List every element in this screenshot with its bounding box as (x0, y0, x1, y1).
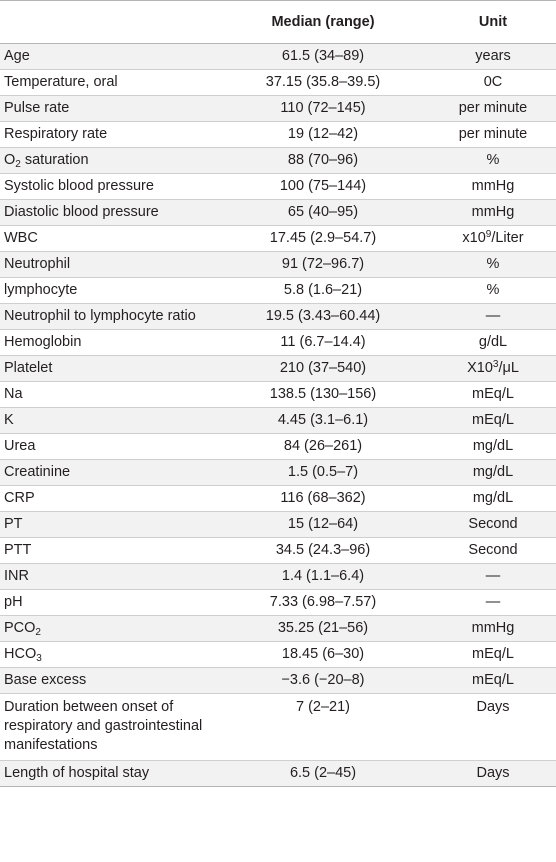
parameter-label: Na (4, 386, 23, 402)
cell-parameter (0, 122, 216, 148)
unit-label: Second (468, 542, 518, 558)
parameter-subscript: 2 (15, 159, 21, 170)
cell-median-range: 18.45 (6–30) (216, 642, 430, 668)
cell-parameter (0, 761, 216, 787)
parameter-label: PTT (4, 542, 32, 558)
table-row (0, 564, 556, 590)
parameter-label: Urea (4, 438, 36, 454)
cell-median-range: 7 (2–21) (216, 694, 430, 761)
cell-unit (430, 538, 556, 564)
cell-parameter (0, 148, 216, 174)
cell-unit (430, 304, 556, 330)
unit-label: years (475, 48, 511, 64)
unit-label: mmHg (471, 204, 515, 220)
cell-median-range: 5.8 (1.6–21) (216, 278, 430, 304)
table-row (0, 642, 556, 668)
cell-unit (430, 70, 556, 96)
cell-parameter (0, 330, 216, 356)
unit-label: — (485, 308, 501, 324)
cell-parameter (0, 486, 216, 512)
unit-label: mEq/L (472, 412, 514, 428)
cell-unit (430, 252, 556, 278)
unit-label: mmHg (471, 620, 515, 636)
parameter-label: Creatinine (4, 464, 71, 480)
table-row (0, 486, 556, 512)
cell-parameter (0, 356, 216, 382)
table-row (0, 538, 556, 564)
parameter-label: Base excess (4, 672, 87, 688)
cell-parameter (0, 616, 216, 642)
unit-label: Days (476, 765, 510, 781)
cell-unit (430, 356, 556, 382)
cell-median-range: 15 (12–64) (216, 512, 430, 538)
cell-median-range: 84 (26–261) (216, 434, 430, 460)
unit-label-tail: /Liter (491, 230, 524, 246)
unit-label: mEq/L (472, 672, 514, 688)
cell-median-range: 138.5 (130–156) (216, 382, 430, 408)
parameter-subscript: 2 (35, 627, 41, 638)
cell-parameter (0, 44, 216, 70)
unit-label: X10 (467, 360, 493, 376)
parameter-label: Respiratory rate (4, 126, 108, 142)
cell-parameter (0, 434, 216, 460)
cell-parameter (0, 564, 216, 590)
parameter-label: lymphocyte (4, 282, 78, 298)
cell-median-range: 61.5 (34–89) (216, 44, 430, 70)
unit-label: — (485, 594, 501, 610)
cell-median-range: 116 (68–362) (216, 486, 430, 512)
cell-unit (430, 590, 556, 616)
parameter-label: Age (4, 48, 30, 64)
unit-superscript: 3 (492, 359, 499, 370)
cell-parameter (0, 642, 216, 668)
table-row (0, 278, 556, 304)
cell-parameter (0, 408, 216, 434)
parameter-label: Neutrophil to lymphocyte ratio (4, 308, 196, 324)
cell-parameter (0, 96, 216, 122)
table-row (0, 694, 556, 761)
cell-unit (430, 564, 556, 590)
cell-parameter (0, 382, 216, 408)
unit-label: g/dL (478, 334, 508, 350)
cell-median-range: 19 (12–42) (216, 122, 430, 148)
unit-label: 0C (483, 74, 503, 90)
table-row (0, 434, 556, 460)
header-parameter (0, 1, 216, 44)
parameter-label: CRP (4, 490, 35, 506)
unit-label: % (486, 256, 500, 272)
unit-label-tail: /μL (498, 360, 519, 376)
cell-median-range: 88 (70–96) (216, 148, 430, 174)
parameter-label: WBC (4, 230, 38, 246)
parameter-label: HCO (4, 646, 37, 662)
cell-unit (430, 408, 556, 434)
table-header-row (0, 1, 556, 44)
unit-label: mEq/L (472, 386, 514, 402)
unit-label: Second (468, 516, 518, 532)
cell-unit (430, 694, 556, 761)
cell-unit (430, 460, 556, 486)
parameter-label: Length of hospital stay (4, 765, 150, 781)
cell-median-range: 7.33 (6.98–7.57) (216, 590, 430, 616)
table-row (0, 70, 556, 96)
cell-median-range: 110 (72–145) (216, 96, 430, 122)
cell-unit (430, 174, 556, 200)
unit-label: — (485, 568, 501, 584)
cell-unit (430, 382, 556, 408)
unit-label: mg/dL (472, 464, 514, 480)
parameter-label: O (4, 152, 16, 168)
cell-unit (430, 486, 556, 512)
parameter-label: Neutrophil (4, 256, 71, 272)
unit-label: x10 (462, 230, 486, 246)
table-row (0, 252, 556, 278)
parameter-label: K (4, 412, 14, 428)
cell-parameter (0, 694, 216, 761)
cell-unit (430, 330, 556, 356)
cell-median-range: −3.6 (−20–8) (216, 668, 430, 694)
cell-parameter (0, 304, 216, 330)
unit-label: mEq/L (472, 646, 514, 662)
cell-unit (430, 96, 556, 122)
header-unit: Unit (430, 1, 556, 44)
cell-unit (430, 200, 556, 226)
cell-median-range: 91 (72–96.7) (216, 252, 430, 278)
cell-median-range: 4.45 (3.1–6.1) (216, 408, 430, 434)
parameter-label: PT (4, 516, 23, 532)
unit-label: per minute (458, 100, 528, 116)
header-median-range: Median (range) (216, 1, 430, 44)
unit-superscript: 9 (485, 229, 492, 240)
cell-median-range: 100 (75–144) (216, 174, 430, 200)
cell-unit (430, 434, 556, 460)
cell-median-range: 11 (6.7–14.4) (216, 330, 430, 356)
cell-median-range: 65 (40–95) (216, 200, 430, 226)
parameter-label: Systolic blood pressure (4, 178, 154, 194)
parameter-label: pH (4, 594, 23, 610)
cell-parameter (0, 278, 216, 304)
table-row (0, 226, 556, 252)
unit-label: Days (476, 699, 510, 715)
cell-unit (430, 122, 556, 148)
cell-parameter (0, 590, 216, 616)
unit-label: % (486, 152, 500, 168)
parameter-label: Diastolic blood pressure (4, 204, 159, 220)
table-row (0, 148, 556, 174)
table-row (0, 616, 556, 642)
unit-label: mg/dL (472, 438, 514, 454)
table-row (0, 122, 556, 148)
table-row (0, 200, 556, 226)
parameter-label: INR (4, 568, 29, 584)
cell-unit (430, 226, 556, 252)
parameter-label: Platelet (4, 360, 53, 376)
unit-label: per minute (458, 126, 528, 142)
table-row (0, 304, 556, 330)
unit-label: mg/dL (472, 490, 514, 506)
cell-unit (430, 512, 556, 538)
cell-median-range: 34.5 (24.3–96) (216, 538, 430, 564)
table-row (0, 590, 556, 616)
cell-unit (430, 278, 556, 304)
parameter-subscript: 3 (36, 653, 42, 664)
table-row (0, 96, 556, 122)
table-row (0, 512, 556, 538)
cell-median-range: 35.25 (21–56) (216, 616, 430, 642)
cell-parameter (0, 512, 216, 538)
table-row (0, 382, 556, 408)
cell-parameter (0, 538, 216, 564)
table-row (0, 761, 556, 787)
cell-median-range: 6.5 (2–45) (216, 761, 430, 787)
unit-label: % (486, 282, 500, 298)
table-body (0, 44, 556, 787)
table-row (0, 44, 556, 70)
cell-median-range: 1.4 (1.1–6.4) (216, 564, 430, 590)
cell-median-range: 1.5 (0.5–7) (216, 460, 430, 486)
cell-parameter (0, 200, 216, 226)
cell-parameter (0, 70, 216, 96)
table-row (0, 460, 556, 486)
parameter-label: Hemoglobin (4, 334, 82, 350)
cell-unit (430, 616, 556, 642)
table-row (0, 408, 556, 434)
cell-parameter (0, 252, 216, 278)
cell-median-range: 210 (37–540) (216, 356, 430, 382)
table-row (0, 356, 556, 382)
table-row (0, 330, 556, 356)
cell-unit (430, 642, 556, 668)
parameter-label: Temperature, oral (4, 74, 118, 90)
cell-parameter (0, 174, 216, 200)
parameter-label: Pulse rate (4, 100, 70, 116)
cell-parameter (0, 668, 216, 694)
parameter-label: PCO (4, 620, 36, 636)
cell-median-range: 37.15 (35.8–39.5) (216, 70, 430, 96)
cell-unit (430, 44, 556, 70)
table-row (0, 668, 556, 694)
table-row (0, 174, 556, 200)
parameter-label-tail: saturation (20, 152, 89, 168)
cell-median-range: 17.45 (2.9–54.7) (216, 226, 430, 252)
cell-parameter (0, 460, 216, 486)
cell-unit (430, 148, 556, 174)
parameter-label: Duration between onset of respiratory and gastrointestinal manifestations (4, 699, 203, 753)
cell-unit (430, 761, 556, 787)
cell-median-range: 19.5 (3.43–60.44) (216, 304, 430, 330)
unit-label: mmHg (471, 178, 515, 194)
cell-parameter (0, 226, 216, 252)
cell-unit (430, 668, 556, 694)
